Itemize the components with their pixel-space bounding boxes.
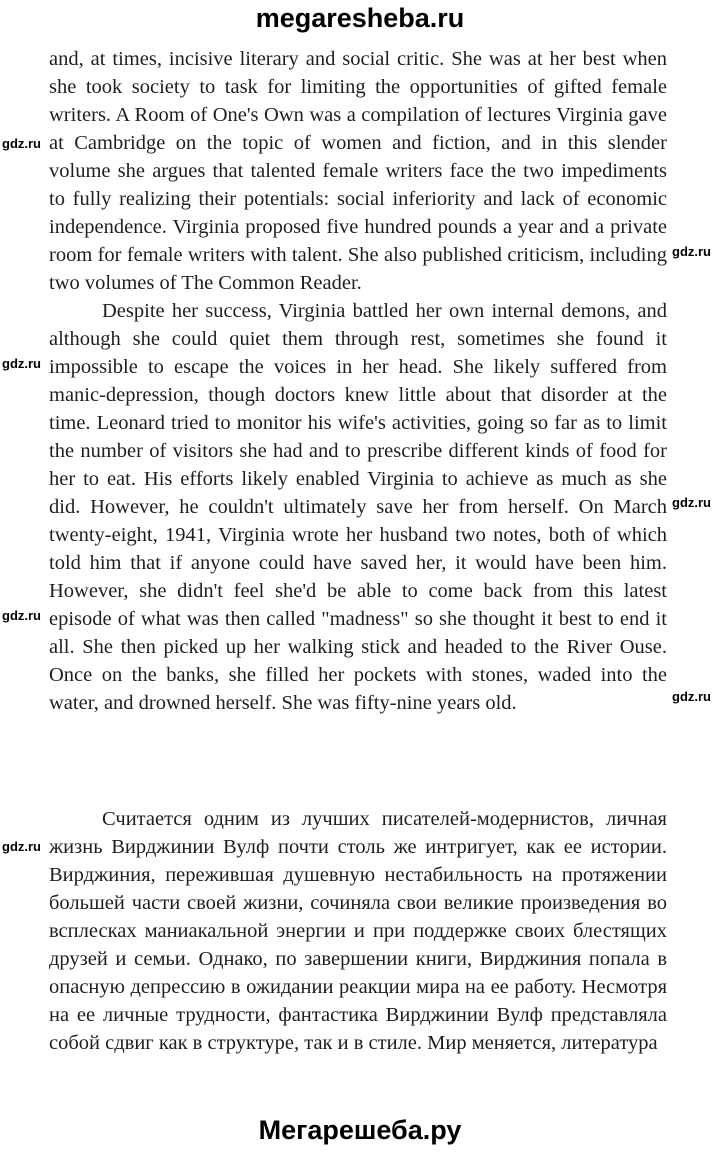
russian-text-block [49, 805, 667, 1057]
watermark: gdz.ru [2, 608, 41, 623]
watermark: gdz.ru [2, 136, 41, 151]
english-paragraph-2: Despite her success, Virginia battled her own internal demons, and although she could quiet them through rest, sometimes she found it impossible to escape the voices in her head. She likely suffered from manic-depression, though doctors knew little about that disorder at the time. Leonard tried to monitor his wife's activities, going so far as to limit the number of visitors she had and to prescribe different kinds of food for her to eat. His efforts likely enabled Virginia to achieve as much as she did. However, he couldn't ultimately save her from herself. On March twenty-eight, 1941, Virginia wrote her husband two notes, both of which told him that if anyone could have saved her, it would have been him. However, she didn't feel she'd be able to come back from this latest episode of what was then called "madness" so she thought it best to end it all. She then picked up her walking stick and headed to the River Ouse. Once on the banks, she filled her pockets with stones, waded into the water, and drowned herself. She was fifty-nine years old. [49, 300, 667, 714]
site-footer-title: Мегарешеба.ру [258, 1115, 462, 1145]
watermark: gdz.ru [2, 356, 41, 371]
english-text-block [49, 45, 667, 717]
watermark: gdz.ru [672, 689, 711, 704]
watermark: gdz.ru [672, 495, 711, 510]
russian-paragraph-1: Считается одним из лучших писателей-модернистов, личная жизнь Вирджинии Вулф почти столь же интригует, как ее истории. Вирджиния, пережившая душевную нестабильность на протяжении большей части своей жизни, сочиняла свои великие произведения во всплесках маниакальной энергии и при поддержке своих блестящих друзей и семьи. Однако, по завершении книги, Вирджиния попала в опасную депрессию в ожидании реакции мира на ее работу. Несмотря на ее личные трудности, фантастика Вирджинии Вулф представляла собой сдвиг как в структуре, так и в стиле. Мир меняется, литература [49, 808, 667, 1054]
site-header-title: megaresheba.ru [255, 3, 465, 33]
watermark: gdz.ru [2, 839, 41, 854]
watermark: gdz.ru [672, 244, 711, 259]
english-paragraph-1: and, at times, incisive literary and social critic. She was at her best when she took society to task for limiting the opportunities of gifted female writers. A Room of One's Own was a compilation of lectures Virginia gave at Cambridge on the topic of women and fiction, and in this slender volume she argues that talented female writers face the two impediments to fully realizing their potentials: social inferiority and lack of economic independence. Virginia proposed five hundred pounds a year and a private room for female writers with talent. She also published criticism, including two volumes of The Common Reader. [49, 48, 667, 294]
